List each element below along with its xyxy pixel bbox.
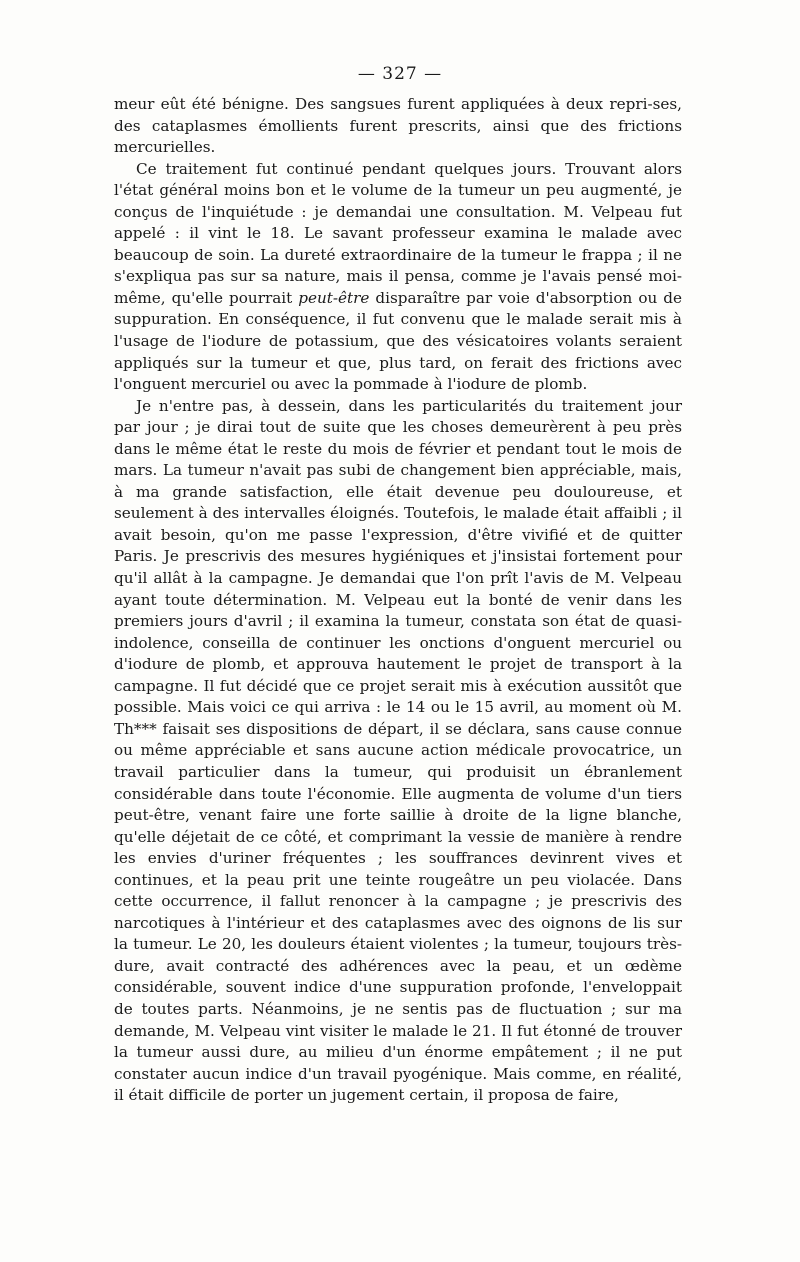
paragraph-2-italic: peut-être	[298, 288, 370, 307]
paragraph-2-text-after: disparaître par voie d'absorption ou de suppuration. En conséquence, il fut convenu que le malade serait mis à l'usage de l'iodure de potassium, que des vésicatoires volants seraient appliqués sur la tumeur et que, plus tard, on ferait des frictions avec l'onguent mercuriel ou avec la pommade à l'iodure de plomb.	[114, 288, 682, 394]
paragraph-3: Je n'entre pas, à dessein, dans les particularités du traitement jour par jour ; je dirai tout de suite que les choses demeurèrent à peu près dans le même état le reste du mois de février et pendant tout le mois de mars. La tumeur n'avait pas subi de changement bien appréciable, mais, à ma grande satisfaction, elle était devenue peu douloureuse, et seulement à des intervalles éloignés. Toutefois, le malade était affaibli ; il avait besoin, qu'on me passe l'expression, d'être vivifié et de quitter Paris. Je prescrivis des mesures hygiéniques et j'insistai fortement pour qu'il allât à la campagne. Je demandai que l'on prît l'avis de M. Velpeau ayant toute détermination. M. Velpeau eut la bonté de venir dans les premiers jours d'avril ; il examina la tumeur, constata son état de quasi-indolence, conseilla de continuer les onctions d'onguent mercuriel ou d'iodure de plomb, et approuva hautement le projet de transport à la campagne. Il fut décidé que ce projet serait mis à exécution aussitôt que possible. Mais voici ce qui arriva : le 14 ou le 15 avril, au moment où M. Th*** faisait ses dispositions de départ, il se déclara, sans cause connue ou même appréciable et sans aucune action médicale provocatrice, un travail particulier dans la tumeur, qui produisit un ébranlement considérable dans toute l'économie. Elle augmenta de volume d'un tiers peut-être, venant faire une forte saillie à droite de la ligne blanche, qu'elle déjetait de ce côté, et comprimant la vessie de manière à rendre les envies d'uriner fréquentes ; les souffrances devinrent vives et continues, et la peau prit une teinte rougeâtre un peu violacée. Dans cette occurrence, il fallut renoncer à la campagne ; je prescrivis des narcotiques à l'intérieur et des cataplasmes avec des oignons de lis sur la tumeur. Le 20, les douleurs étaient violentes ; la tumeur, toujours très-dure, avait contracté des adhérences avec la peau, et un œdème considérable, souvent indice d'une suppuration profonde, l'enveloppait de toutes parts. Néanmoins, je ne sentis pas de fluctuation ; sur ma demande, M. Velpeau vint visiter le malade le 21. Il fut étonné de trouver la tumeur aussi dure, au milieu d'un énorme empâtement ; il ne put constater aucun indice d'un travail pyogénique. Mais comme, en réalité, il était difficile de porter un jugement certain, il proposa de faire,	[114, 396, 682, 1105]
paragraph-1: meur eût été bénigne. Des sangsues furent appliquées à deux repri-ses, des cataplasmes émollients furent prescrits, ainsi que des frictions mercurielles.	[114, 95, 682, 157]
paragraph-2-text-before: Ce traitement fut continué pendant quelques jours. Trouvant alors l'état général moins bon et le volume de la tumeur un peu augmenté, je conçus de l'inquiétude : je demandai une consultation. M. Velpeau fut appelé : il vint le 18. Le savant professeur examina le malade avec beaucoup de soin. La dureté extraordinaire de la tumeur le frappa ; il ne s'expliqua pas sur sa nature, mais il pensa, comme je l'avais pensé moi-même, qu'elle pourrait	[114, 159, 682, 307]
paragraph-2	[114, 159, 682, 396]
page-number: — 327 —	[357, 64, 443, 84]
body-text	[114, 94, 682, 1107]
